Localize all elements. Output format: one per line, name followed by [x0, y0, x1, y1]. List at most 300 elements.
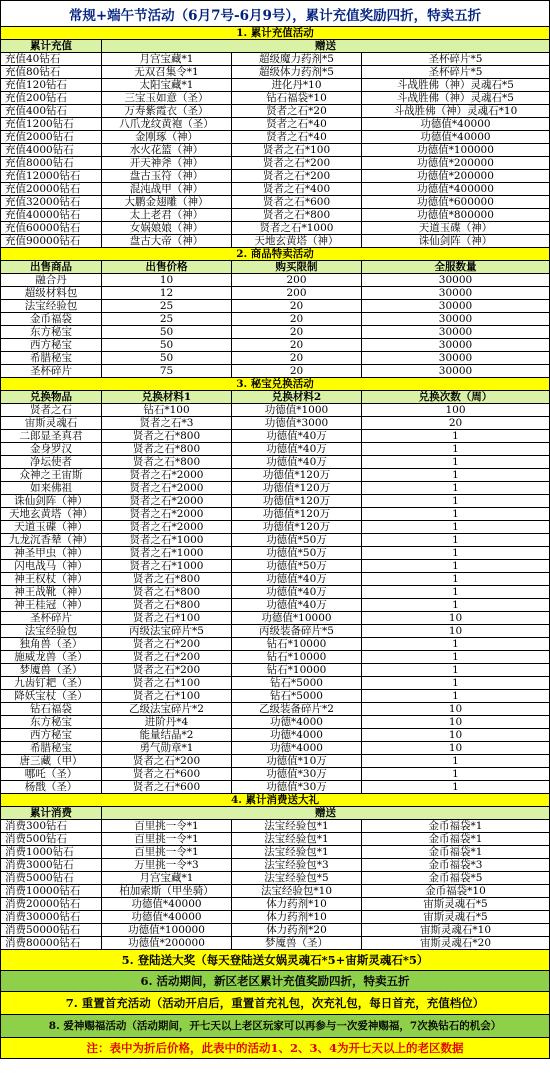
sale-cell: 20	[232, 300, 362, 313]
recharge-cell: 女娲娘娘（神）	[102, 222, 232, 235]
section-recharge-title: 1. 累计充值活动	[0, 27, 550, 40]
exchange-row	[0, 560, 550, 573]
exchange-cell: 哪吒（圣）	[0, 768, 102, 781]
exchange-cell: 贤者之石*600	[102, 781, 232, 794]
recharge-cell: 贤者之石*400	[232, 183, 362, 196]
sale-row	[0, 365, 550, 378]
exchange-cell: 功德值*40万	[232, 443, 362, 456]
recharge-cell: 八爪龙纹黄袍（圣）	[102, 118, 232, 131]
exchange-cell: 杨戬（圣）	[0, 781, 102, 794]
exchange-cell: 乙级装备碎片*2	[232, 703, 362, 716]
recharge-cell: 斗战胜佛（神）灵魂石*5	[362, 92, 550, 105]
recharge-cell: 充值60000钻石	[0, 222, 102, 235]
consume-cell: 百里挑一令*1	[102, 820, 232, 833]
recharge-row	[0, 66, 550, 79]
recharge-cell: 太上老君（神）	[102, 209, 232, 222]
recharge-row	[0, 79, 550, 92]
sale-row	[0, 300, 550, 313]
exchange-row	[0, 495, 550, 508]
recharge-cell: 充值32000钻石	[0, 196, 102, 209]
sale-row	[0, 313, 550, 326]
consume-cell: 消费5000钻石	[0, 872, 102, 885]
consume-cell: 功德值*40000	[102, 898, 232, 911]
exchange-cell: 金身罗汉	[0, 443, 102, 456]
exchange-cell: 功德值*40万	[232, 586, 362, 599]
exchange-row	[0, 469, 550, 482]
sale-cell: 25	[102, 313, 232, 326]
exchange-header-mat2: 兑换材料2	[232, 391, 362, 404]
recharge-cell: 贤者之石*200	[232, 157, 362, 170]
sale-cell: 东方秘宝	[0, 326, 102, 339]
consume-cell: 法宝经验包*5	[232, 872, 362, 885]
exchange-cell: 20	[362, 417, 550, 430]
consume-cell: 体力药剂*10	[232, 898, 362, 911]
consume-cell: 百里挑一令*1	[102, 833, 232, 846]
exchange-cell: 贤者之石*800	[102, 586, 232, 599]
exchange-cell: 钻石*5000	[232, 690, 362, 703]
recharge-cell: 贤者之石*40	[232, 131, 362, 144]
exchange-cell: 1	[362, 430, 550, 443]
exchange-row	[0, 664, 550, 677]
exchange-cell: 钻石福袋	[0, 703, 102, 716]
recharge-cell: 钻石福袋*10	[232, 92, 362, 105]
exchange-cell: 贤者之石*2000	[102, 482, 232, 495]
consume-row	[0, 911, 550, 924]
consume-cell: 金币福袋*1	[362, 833, 550, 846]
sale-cell: 法宝经验包	[0, 300, 102, 313]
recharge-cell: 充值400钻石	[0, 105, 102, 118]
sale-cell: 20	[232, 326, 362, 339]
exchange-cell: 1	[362, 768, 550, 781]
sale-cell: 50	[102, 326, 232, 339]
exchange-cell: 1	[362, 469, 550, 482]
exchange-cell: 希腊秘宝	[0, 742, 102, 755]
page-title: 常规+端午节活动（6月7号-6月9号），累计充值奖励四折，特卖五折	[0, 0, 550, 27]
sale-cell: 75	[102, 365, 232, 378]
exchange-cell: 天地玄黄塔（神）	[0, 508, 102, 521]
exchange-cell: 梦魇兽（圣）	[0, 664, 102, 677]
recharge-row	[0, 209, 550, 222]
recharge-header-gift: 赠送	[102, 40, 550, 53]
sale-header-limit: 购买限制	[232, 261, 362, 274]
recharge-cell: 贤者之石*800	[232, 209, 362, 222]
exchange-cell: 贤者之石*1000	[102, 560, 232, 573]
exchange-cell: 贤者之石*100	[102, 677, 232, 690]
exchange-cell: 施威龙兽（圣）	[0, 651, 102, 664]
consume-cell: 法宝经验包*1	[232, 846, 362, 859]
exchange-cell: 能量结晶*2	[102, 729, 232, 742]
consume-cell: 宙斯灵魂石*10	[362, 924, 550, 937]
consume-cell: 功德值*100000	[102, 924, 232, 937]
exchange-cell: 功德值*50万	[232, 534, 362, 547]
exchange-cell: 10	[362, 625, 550, 638]
consume-cell: 消费30000钻石	[0, 911, 102, 924]
consume-table	[0, 820, 550, 950]
consume-cell: 体力药剂*10	[232, 911, 362, 924]
exchange-cell: 闪电战马（神）	[0, 560, 102, 573]
exchange-row	[0, 573, 550, 586]
exchange-row	[0, 430, 550, 443]
exchange-cell: 功德值*120万	[232, 521, 362, 534]
exchange-cell: 功德值*50万	[232, 547, 362, 560]
exchange-cell: 1	[362, 560, 550, 573]
sale-row	[0, 274, 550, 287]
sale-cell: 30000	[362, 313, 550, 326]
exchange-cell: 1	[362, 651, 550, 664]
recharge-cell: 进化丹*10	[232, 79, 362, 92]
consume-cell: 梦魇兽（圣）	[232, 937, 362, 950]
exchange-cell: 降妖宝杖（圣）	[0, 690, 102, 703]
exchange-cell: 圣杯碎片	[0, 612, 102, 625]
exchange-cell: 100	[362, 404, 550, 417]
section-first-recharge-reset: 7. 重置首充活动（活动开启后，重置首充礼包，次充礼包，每日首充，充值档位）	[0, 992, 550, 1015]
exchange-row	[0, 612, 550, 625]
exchange-row	[0, 781, 550, 794]
recharge-cell: 无双召集令*1	[102, 66, 232, 79]
sale-cell: 20	[232, 365, 362, 378]
recharge-cell: 天道玉碟（神）	[362, 222, 550, 235]
sale-cell: 30000	[362, 352, 550, 365]
section-sale-title: 2. 商品特卖活动	[0, 248, 550, 261]
exchange-cell: 贤者之石*800	[102, 599, 232, 612]
exchange-cell: 功德值*50万	[232, 560, 362, 573]
recharge-row	[0, 183, 550, 196]
recharge-row	[0, 92, 550, 105]
sale-cell: 西方秘宝	[0, 339, 102, 352]
consume-cell: 消费80000钻石	[0, 937, 102, 950]
consume-row	[0, 885, 550, 898]
recharge-cell: 三宝玉如意（圣）	[102, 92, 232, 105]
recharge-row	[0, 170, 550, 183]
sale-row	[0, 326, 550, 339]
exchange-row	[0, 547, 550, 560]
consume-cell: 月宫宝藏*1	[102, 872, 232, 885]
exchange-cell: 贤者之石*1000	[102, 547, 232, 560]
sale-cell: 20	[232, 339, 362, 352]
sale-cell: 30000	[362, 274, 550, 287]
sale-cell: 20	[232, 352, 362, 365]
section-exchange-title: 3. 秘宝兑换活动	[0, 378, 550, 391]
consume-cell: 金币福袋*1	[362, 820, 550, 833]
exchange-cell: 10	[362, 729, 550, 742]
exchange-cell: 1	[362, 456, 550, 469]
exchange-cell: 贤者之石*600	[102, 768, 232, 781]
recharge-cell: 圣杯碎片*5	[362, 53, 550, 66]
sale-cell: 30000	[362, 300, 550, 313]
consume-cell: 法宝经验包*1	[232, 820, 362, 833]
exchange-cell: 钻石*10000	[232, 664, 362, 677]
exchange-cell: 贤者之石*800	[102, 430, 232, 443]
exchange-cell: 九齿钉耙（圣）	[0, 677, 102, 690]
sale-header-item: 出售商品	[0, 261, 102, 274]
recharge-row	[0, 144, 550, 157]
exchange-row	[0, 716, 550, 729]
exchange-cell: 独角兽（圣）	[0, 638, 102, 651]
recharge-cell: 充值90000钻石	[0, 235, 102, 248]
exchange-row	[0, 755, 550, 768]
exchange-cell: 功德值*120万	[232, 508, 362, 521]
recharge-cell: 功德值*100000	[362, 144, 550, 157]
exchange-cell: 10	[362, 612, 550, 625]
sale-cell: 20	[232, 313, 362, 326]
recharge-cell: 超级魔力药剂*5	[232, 53, 362, 66]
consume-cell: 功德值*200000	[102, 937, 232, 950]
recharge-row	[0, 196, 550, 209]
exchange-cell: 功德值*120万	[232, 482, 362, 495]
recharge-cell: 太阳宝藏*1	[102, 79, 232, 92]
exchange-cell: 贤者之石*200	[102, 755, 232, 768]
exchange-cell: 1	[362, 690, 550, 703]
exchange-cell: 1	[362, 664, 550, 677]
recharge-cell: 贤者之石*600	[232, 196, 362, 209]
section-discount-info: 6. 活动期间，新区老区累计充值奖励四折，特卖五折	[0, 971, 550, 992]
consume-cell: 法宝经验包*10	[232, 885, 362, 898]
consume-cell: 消费10000钻石	[0, 885, 102, 898]
exchange-cell: 神王权杖（神）	[0, 573, 102, 586]
recharge-cell: 月宫宝藏*1	[102, 53, 232, 66]
consume-cell: 金币福袋*10	[362, 885, 550, 898]
recharge-cell: 盘古玉符（神）	[102, 170, 232, 183]
consume-cell: 法宝经验包*3	[232, 859, 362, 872]
exchange-cell: 功德值*40万	[232, 430, 362, 443]
consume-row	[0, 924, 550, 937]
recharge-cell: 天地玄黄塔（神）	[232, 235, 362, 248]
exchange-cell: 1	[362, 443, 550, 456]
recharge-cell: 诛仙剑阵（神）	[362, 235, 550, 248]
recharge-cell: 水火花篮（神）	[102, 144, 232, 157]
recharge-cell: 贤者之石*1000	[232, 222, 362, 235]
recharge-cell: 超级体力药剂*5	[232, 66, 362, 79]
consume-header-total: 累计消费	[0, 807, 102, 820]
consume-cell: 消费50000钻石	[0, 924, 102, 937]
recharge-row	[0, 53, 550, 66]
exchange-cell: 天道玉碟（神）	[0, 521, 102, 534]
exchange-row	[0, 690, 550, 703]
consume-cell: 万里挑一令*3	[102, 859, 232, 872]
sale-cell: 30000	[362, 326, 550, 339]
consume-cell: 法宝经验包*1	[232, 833, 362, 846]
recharge-cell: 充值80钻石	[0, 66, 102, 79]
sale-header-quantity: 全服数量	[362, 261, 550, 274]
sale-table	[0, 274, 550, 378]
consume-cell: 金币福袋*5	[362, 872, 550, 885]
recharge-cell: 充值40000钻石	[0, 209, 102, 222]
consume-cell: 消费500钻石	[0, 833, 102, 846]
exchange-row	[0, 508, 550, 521]
exchange-cell: 功德值*10万	[232, 755, 362, 768]
sale-cell: 金币福袋	[0, 313, 102, 326]
exchange-cell: 功德值*120万	[232, 469, 362, 482]
exchange-cell: 钻石*10000	[232, 651, 362, 664]
exchange-cell: 功德值*120万	[232, 495, 362, 508]
sale-cell: 圣杯碎片	[0, 365, 102, 378]
recharge-cell: 盘古大帝（神）	[102, 235, 232, 248]
exchange-cell: 唐三藏（甲）	[0, 755, 102, 768]
exchange-cell: 贤者之石*200	[102, 638, 232, 651]
recharge-row	[0, 157, 550, 170]
exchange-cell: 贤者之石*1000	[102, 534, 232, 547]
recharge-cell: 充值2000钻石	[0, 131, 102, 144]
exchange-cell: 1	[362, 547, 550, 560]
footnote: 注：表中为折后价格，此表中的活动1、2、3、4为开七天以上的老区数据	[0, 1038, 550, 1059]
exchange-cell: 1	[362, 495, 550, 508]
consume-cell: 百里挑一令*1	[102, 846, 232, 859]
exchange-header-count: 兑换次数（周）	[362, 391, 550, 404]
recharge-row	[0, 105, 550, 118]
exchange-row	[0, 638, 550, 651]
exchange-cell: 贤者之石*200	[102, 664, 232, 677]
consume-cell: 消费3000钻石	[0, 859, 102, 872]
exchange-row	[0, 625, 550, 638]
sale-header-price: 出售价格	[102, 261, 232, 274]
exchange-row	[0, 729, 550, 742]
sale-row	[0, 352, 550, 365]
exchange-cell: 诛仙剑阵（神）	[0, 495, 102, 508]
exchange-cell: 10	[362, 742, 550, 755]
exchange-cell: 神王桂冠（神）	[0, 599, 102, 612]
sale-cell: 200	[232, 287, 362, 300]
exchange-cell: 功德值*3000	[232, 417, 362, 430]
sale-cell: 30000	[362, 339, 550, 352]
exchange-row	[0, 482, 550, 495]
exchange-cell: 1	[362, 534, 550, 547]
consume-cell: 宙斯灵魂石*5	[362, 898, 550, 911]
exchange-row	[0, 534, 550, 547]
sale-cell: 10	[102, 274, 232, 287]
sale-row	[0, 287, 550, 300]
exchange-cell: 净坛使者	[0, 456, 102, 469]
exchange-header-mat1: 兑换材料1	[102, 391, 232, 404]
sale-cell: 超级材料包	[0, 287, 102, 300]
exchange-cell: 功德*4000	[232, 729, 362, 742]
section-login-reward: 5. 登陆送大奖（每天登陆送女娲灵魂石*5+宙斯灵魂石*5）	[0, 950, 550, 971]
consume-cell: 宙斯灵魂石*20	[362, 937, 550, 950]
exchange-cell: 1	[362, 755, 550, 768]
consume-cell: 消费1000钻石	[0, 846, 102, 859]
exchange-cell: 贤者之石*200	[102, 651, 232, 664]
sale-cell: 希腊秘宝	[0, 352, 102, 365]
sale-cell: 30000	[362, 365, 550, 378]
exchange-row	[0, 586, 550, 599]
sale-cell: 融合丹	[0, 274, 102, 287]
consume-header-gift: 赠送	[102, 807, 550, 820]
exchange-cell: 功德值*40万	[232, 573, 362, 586]
sale-cell: 30000	[362, 287, 550, 300]
recharge-cell: 功德值*400000	[362, 183, 550, 196]
exchange-cell: 东方秘宝	[0, 716, 102, 729]
section-consume-title: 4. 累计消费送大礼	[0, 794, 550, 807]
exchange-cell: 1	[362, 508, 550, 521]
recharge-cell: 功德值*600000	[362, 196, 550, 209]
recharge-cell: 充值200钻石	[0, 92, 102, 105]
consume-row	[0, 872, 550, 885]
recharge-cell: 大鹏金翅雕（神）	[102, 196, 232, 209]
recharge-cell: 贤者之石*40	[232, 118, 362, 131]
recharge-cell: 充值20000钻石	[0, 183, 102, 196]
recharge-row	[0, 118, 550, 131]
exchange-cell: 功德值*40万	[232, 456, 362, 469]
exchange-row	[0, 417, 550, 430]
recharge-cell: 功德值*40000	[362, 118, 550, 131]
recharge-cell: 圣杯碎片*5	[362, 66, 550, 79]
consume-cell: 消费300钻石	[0, 820, 102, 833]
recharge-header-total: 累计充值	[0, 40, 102, 53]
recharge-cell: 充值8000钻石	[0, 157, 102, 170]
exchange-cell: 功德值*1000	[232, 404, 362, 417]
exchange-cell: 神王战靴（神）	[0, 586, 102, 599]
exchange-header-item: 兑换物品	[0, 391, 102, 404]
recharge-cell: 充值4000钻石	[0, 144, 102, 157]
exchange-cell: 功德值*10000	[232, 612, 362, 625]
recharge-row	[0, 131, 550, 144]
exchange-cell: 众神之王宙斯	[0, 469, 102, 482]
recharge-cell: 贤者之石*20	[232, 105, 362, 118]
exchange-cell: 丙级法宝碎片*5	[102, 625, 232, 638]
consume-cell: 金币福袋*1	[362, 846, 550, 859]
recharge-cell: 混沌战甲（神）	[102, 183, 232, 196]
exchange-cell: 贤者之石*2000	[102, 495, 232, 508]
recharge-cell: 斗战胜佛（神）灵魂石*5	[362, 79, 550, 92]
recharge-cell: 贤者之石*200	[232, 170, 362, 183]
sale-cell: 25	[102, 300, 232, 313]
exchange-cell: 如来佛祖	[0, 482, 102, 495]
recharge-cell: 功德值*40000	[362, 131, 550, 144]
exchange-cell: 丙级装备碎片*5	[232, 625, 362, 638]
consume-row	[0, 898, 550, 911]
exchange-cell: 贤者之石*800	[102, 456, 232, 469]
exchange-row	[0, 651, 550, 664]
consume-row	[0, 820, 550, 833]
recharge-table	[0, 53, 550, 248]
exchange-cell: 二郎显圣真君	[0, 430, 102, 443]
exchange-cell: 法宝经验包	[0, 625, 102, 638]
exchange-cell: 贤者之石*3	[102, 417, 232, 430]
exchange-row	[0, 742, 550, 755]
recharge-row	[0, 235, 550, 248]
exchange-cell: 功德值*30万	[232, 781, 362, 794]
sale-row	[0, 339, 550, 352]
exchange-cell: 1	[362, 781, 550, 794]
exchange-cell: 1	[362, 482, 550, 495]
consume-cell: 功德值*40000	[102, 911, 232, 924]
exchange-cell: 进阶丹*4	[102, 716, 232, 729]
recharge-cell: 开天神斧（神）	[102, 157, 232, 170]
exchange-row	[0, 456, 550, 469]
consume-row	[0, 846, 550, 859]
recharge-cell: 金刚琢（神）	[102, 131, 232, 144]
exchange-cell: 乙级法宝碎片*2	[102, 703, 232, 716]
exchange-cell: 1	[362, 599, 550, 612]
consume-row	[0, 833, 550, 846]
consume-cell: 金币福袋*3	[362, 859, 550, 872]
exchange-cell: 钻石*100	[102, 404, 232, 417]
exchange-cell: 贤者之石	[0, 404, 102, 417]
recharge-cell: 充值120钻石	[0, 79, 102, 92]
sale-cell: 12	[102, 287, 232, 300]
exchange-cell: 贤者之石*2000	[102, 521, 232, 534]
exchange-cell: 贤者之石*100	[102, 612, 232, 625]
recharge-cell: 功德值*200000	[362, 170, 550, 183]
exchange-cell: 10	[362, 716, 550, 729]
exchange-row	[0, 768, 550, 781]
sale-cell: 200	[232, 274, 362, 287]
exchange-cell: 西方秘宝	[0, 729, 102, 742]
recharge-row	[0, 222, 550, 235]
exchange-cell: 钻石*10000	[232, 638, 362, 651]
sale-cell: 50	[102, 339, 232, 352]
exchange-cell: 功德*4000	[232, 742, 362, 755]
exchange-cell: 10	[362, 703, 550, 716]
